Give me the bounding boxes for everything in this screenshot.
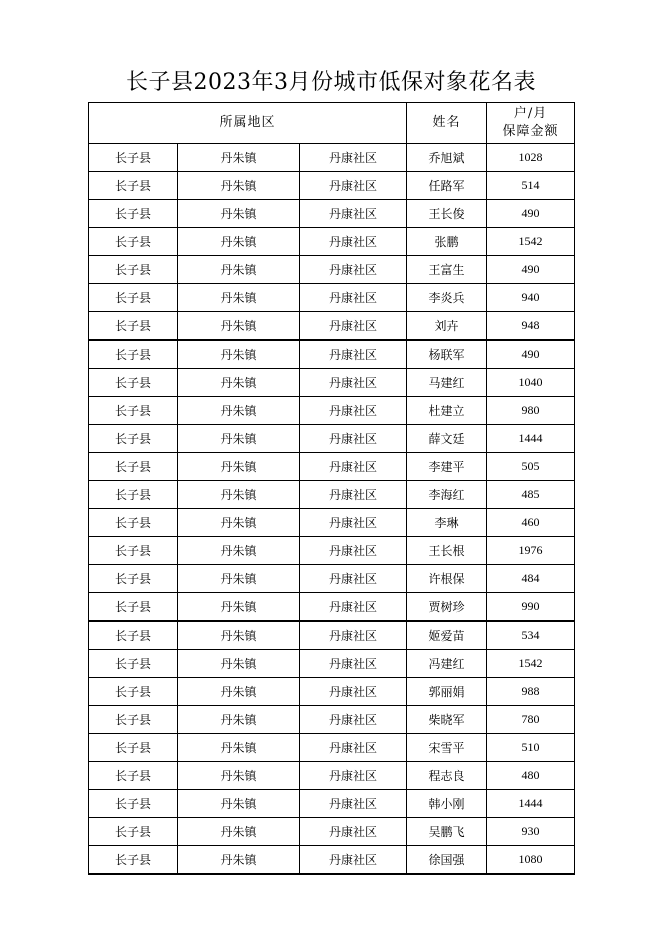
header-amount [487,103,575,144]
cell-name: 姬爱苗 [407,621,487,650]
cell-community: 丹康社区 [300,621,407,650]
header-row [89,103,575,144]
cell-town: 丹朱镇 [178,537,300,565]
cell-name: 贾树珍 [407,593,487,622]
cell-amount: 510 [487,734,575,762]
cell-town: 丹朱镇 [178,509,300,537]
table-row [89,846,575,875]
cell-community: 丹康社区 [300,734,407,762]
header-amount-line1: 户/月 [513,106,548,121]
cell-county: 长子县 [89,537,178,565]
cell-amount: 940 [487,284,575,312]
cell-community: 丹康社区 [300,144,407,172]
table-row [89,228,575,256]
cell-community: 丹康社区 [300,846,407,875]
cell-town: 丹朱镇 [178,228,300,256]
cell-amount: 490 [487,256,575,284]
cell-county: 长子县 [89,200,178,228]
cell-community: 丹康社区 [300,762,407,790]
cell-community: 丹康社区 [300,481,407,509]
cell-amount: 1080 [487,846,575,875]
cell-community: 丹康社区 [300,509,407,537]
table-row [89,734,575,762]
page-title: 长子县2023年3月份城市低保对象花名表 [126,70,536,95]
cell-name: 柴晓军 [407,706,487,734]
cell-name: 李炎兵 [407,284,487,312]
cell-county: 长子县 [89,734,178,762]
cell-community: 丹康社区 [300,790,407,818]
cell-name: 杜建立 [407,397,487,425]
cell-town: 丹朱镇 [178,340,300,369]
cell-amount: 484 [487,565,575,593]
cell-name: 李建平 [407,453,487,481]
cell-amount: 534 [487,621,575,650]
cell-amount: 1542 [487,228,575,256]
table-row [89,678,575,706]
cell-county: 长子县 [89,846,178,875]
cell-community: 丹康社区 [300,678,407,706]
cell-county: 长子县 [89,256,178,284]
cell-name: 李琳 [407,509,487,537]
cell-community: 丹康社区 [300,228,407,256]
cell-county: 长子县 [89,369,178,397]
cell-county: 长子县 [89,397,178,425]
cell-county: 长子县 [89,172,178,200]
cell-town: 丹朱镇 [178,312,300,341]
table-row [89,509,575,537]
table-row [89,537,575,565]
cell-county: 长子县 [89,453,178,481]
cell-town: 丹朱镇 [178,144,300,172]
table-row [89,565,575,593]
cell-town: 丹朱镇 [178,369,300,397]
cell-name: 任路军 [407,172,487,200]
cell-amount: 1444 [487,425,575,453]
cell-community: 丹康社区 [300,284,407,312]
cell-name: 张鹏 [407,228,487,256]
table-row [89,397,575,425]
cell-name: 程志良 [407,762,487,790]
cell-county: 长子县 [89,818,178,846]
table-row [89,818,575,846]
cell-county: 长子县 [89,678,178,706]
cell-name: 刘卉 [407,312,487,341]
cell-amount: 460 [487,509,575,537]
cell-county: 长子县 [89,425,178,453]
cell-community: 丹康社区 [300,200,407,228]
table-row [89,256,575,284]
cell-town: 丹朱镇 [178,256,300,284]
cell-community: 丹康社区 [300,565,407,593]
cell-amount: 1028 [487,144,575,172]
cell-name: 王富生 [407,256,487,284]
cell-town: 丹朱镇 [178,481,300,509]
cell-community: 丹康社区 [300,453,407,481]
cell-amount: 1976 [487,537,575,565]
table-row [89,650,575,678]
cell-town: 丹朱镇 [178,397,300,425]
table-row [89,593,575,622]
cell-community: 丹康社区 [300,312,407,341]
cell-amount: 1542 [487,650,575,678]
cell-amount: 990 [487,593,575,622]
table-row [89,284,575,312]
cell-town: 丹朱镇 [178,706,300,734]
table-row [89,172,575,200]
cell-amount: 980 [487,397,575,425]
cell-amount: 505 [487,453,575,481]
cell-name: 冯建红 [407,650,487,678]
cell-county: 长子县 [89,340,178,369]
cell-town: 丹朱镇 [178,284,300,312]
cell-county: 长子县 [89,621,178,650]
table-row [89,200,575,228]
cell-community: 丹康社区 [300,593,407,622]
cell-town: 丹朱镇 [178,846,300,875]
cell-town: 丹朱镇 [178,425,300,453]
cell-town: 丹朱镇 [178,790,300,818]
cell-name: 马建红 [407,369,487,397]
cell-community: 丹康社区 [300,397,407,425]
header-region: 所属地区 [89,103,407,144]
cell-amount: 514 [487,172,575,200]
cell-amount: 490 [487,340,575,369]
cell-county: 长子县 [89,481,178,509]
cell-amount: 948 [487,312,575,341]
cell-amount: 490 [487,200,575,228]
cell-county: 长子县 [89,284,178,312]
cell-amount: 780 [487,706,575,734]
cell-county: 长子县 [89,790,178,818]
cell-town: 丹朱镇 [178,650,300,678]
table-row [89,369,575,397]
table-row [89,706,575,734]
cell-name: 宋雪平 [407,734,487,762]
cell-town: 丹朱镇 [178,762,300,790]
cell-town: 丹朱镇 [178,172,300,200]
cell-community: 丹康社区 [300,650,407,678]
cell-town: 丹朱镇 [178,734,300,762]
table-row [89,481,575,509]
cell-town: 丹朱镇 [178,453,300,481]
header-amount-line2: 保障金额 [502,124,559,139]
cell-name: 许根保 [407,565,487,593]
cell-name: 郭丽娟 [407,678,487,706]
table-row [89,790,575,818]
cell-amount: 485 [487,481,575,509]
cell-town: 丹朱镇 [178,678,300,706]
roster-table [88,102,575,875]
cell-amount: 1444 [487,790,575,818]
cell-name: 李海红 [407,481,487,509]
cell-town: 丹朱镇 [178,565,300,593]
cell-county: 长子县 [89,312,178,341]
cell-town: 丹朱镇 [178,593,300,622]
cell-name: 薛文廷 [407,425,487,453]
cell-county: 长子县 [89,706,178,734]
cell-name: 徐国强 [407,846,487,875]
cell-town: 丹朱镇 [178,818,300,846]
roster-body [89,144,575,875]
cell-county: 长子县 [89,228,178,256]
table-row [89,425,575,453]
cell-community: 丹康社区 [300,369,407,397]
table-row [89,621,575,650]
cell-amount: 930 [487,818,575,846]
table-row [89,762,575,790]
cell-county: 长子县 [89,593,178,622]
cell-name: 杨联军 [407,340,487,369]
cell-name: 王长根 [407,537,487,565]
cell-amount: 480 [487,762,575,790]
cell-community: 丹康社区 [300,340,407,369]
table-row [89,144,575,172]
cell-county: 长子县 [89,762,178,790]
cell-county: 长子县 [89,650,178,678]
cell-community: 丹康社区 [300,537,407,565]
cell-community: 丹康社区 [300,425,407,453]
header-name: 姓名 [407,103,487,144]
cell-community: 丹康社区 [300,256,407,284]
table-row [89,312,575,341]
cell-name: 韩小刚 [407,790,487,818]
cell-community: 丹康社区 [300,706,407,734]
cell-amount: 988 [487,678,575,706]
cell-name: 吴鹏飞 [407,818,487,846]
cell-county: 长子县 [89,509,178,537]
cell-community: 丹康社区 [300,818,407,846]
table-row [89,340,575,369]
cell-community: 丹康社区 [300,172,407,200]
cell-county: 长子县 [89,144,178,172]
cell-town: 丹朱镇 [178,621,300,650]
cell-name: 乔旭斌 [407,144,487,172]
cell-amount: 1040 [487,369,575,397]
table-row [89,453,575,481]
cell-county: 长子县 [89,565,178,593]
cell-name: 王长俊 [407,200,487,228]
cell-town: 丹朱镇 [178,200,300,228]
